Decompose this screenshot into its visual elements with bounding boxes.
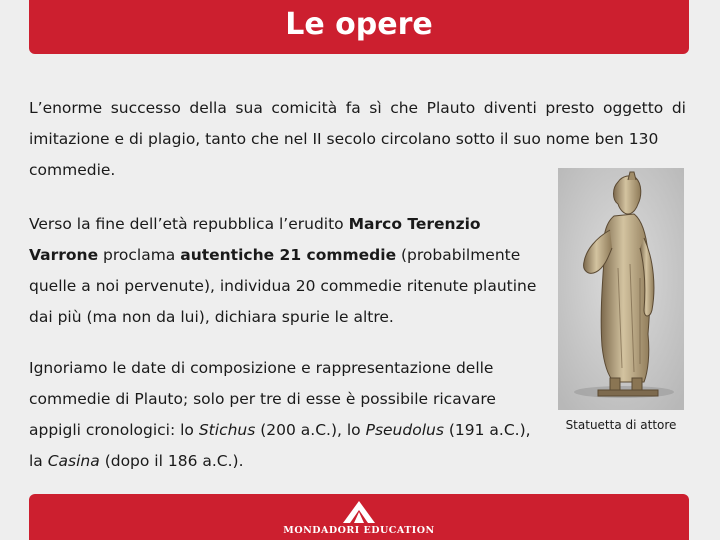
title-stichus: Stichus xyxy=(198,421,256,439)
authentic-comedies-count: autentiche 21 commedie xyxy=(180,246,397,264)
title-pseudolus: Pseudolus xyxy=(365,421,444,439)
paragraph-varrone-text-1: Verso la fine dell’età repubblica l’erudito xyxy=(29,215,349,233)
title-casina: Casina xyxy=(47,452,100,470)
title-bar xyxy=(29,0,689,54)
paragraph-intro-rest: imitazione e di plagio, tanto che nel II secolo circolano sotto il suo nome ben 130 commedie. xyxy=(29,130,659,179)
paragraph-chronology-text-4: (dopo il 186 a.C.). xyxy=(99,452,244,470)
page-title: Le opere xyxy=(285,6,433,42)
mondadori-logo-icon xyxy=(341,500,377,524)
paragraph-chronology-text-2: (200 a.C.), lo xyxy=(255,421,366,439)
paragraph-chronology xyxy=(29,353,549,477)
footer-bar xyxy=(29,494,689,540)
paragraph-intro-line1: L’enorme successo della sua comicità fa sì che Plauto diventi presto oggetto di xyxy=(29,99,686,117)
paragraph-chronology-text-3: (191 a.C.), la xyxy=(29,421,531,470)
varrone-name: Marco Terenzio Varrone xyxy=(29,215,481,264)
publisher-logo-text: MONDADORI EDUCATION xyxy=(283,525,435,536)
paragraph-varrone-text-2: proclama xyxy=(98,246,181,264)
image-caption: Statuetta di attore xyxy=(565,418,677,432)
paragraph-varrone-text-3: (probabilmente quelle a noi pervenute), individua 20 commedie ritenute plautine dai più (ma non da lui), dichiara spurie le altre. xyxy=(29,246,537,326)
statuette-image xyxy=(558,168,684,410)
paragraph-chronology-text-1: Ignoriamo le date di composizione e rappresentazione delle commedie di Plauto; solo per tre di esse è possibile ricavare appigli cronologici: lo xyxy=(29,359,496,439)
paragraph-varrone xyxy=(29,209,544,333)
